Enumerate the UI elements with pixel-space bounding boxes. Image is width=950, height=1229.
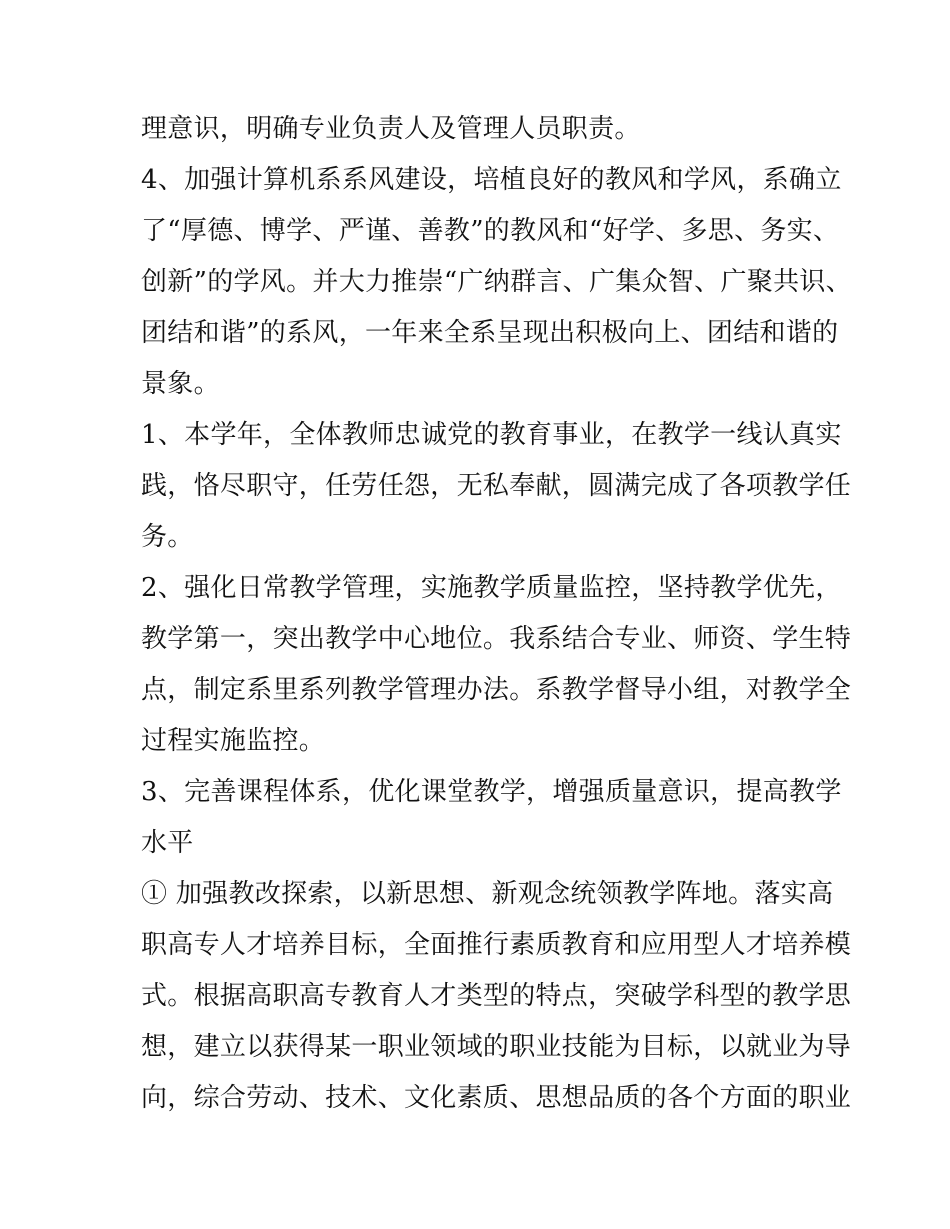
text-line: ① 加强教改探索，以新思想、新观念统领教学阵地。落实高	[141, 879, 834, 909]
text-line: 创新”的学风。并大力推崇“广纳群言、广集众智、广聚共识、	[141, 267, 852, 297]
text-line: 式。根据高职高专教育人才类型的特点，突破学科型的教学思	[141, 981, 852, 1011]
text-line: 景象。	[141, 369, 220, 399]
text-line: 职高专人才培养目标，全面推行素质教育和应用型人才培养模	[141, 930, 852, 960]
text-line: 理意识，明确专业负责人及管理人员职责。	[141, 114, 641, 144]
text-line: 1、本学年，全体教师忠诚党的教育事业，在教学一线认真实	[141, 420, 842, 450]
text-line: 向，综合劳动、技术、文化素质、思想品质的各个方面的职业	[141, 1083, 852, 1113]
text-line: 水平	[141, 828, 194, 858]
text-line: 践，恪尽职守，任劳任怨，无私奉献，圆满完成了各项教学任	[141, 471, 852, 501]
text-line: 团结和谐”的系风，一年来全系呈现出积极向上、团结和谐的	[141, 318, 839, 348]
text-line: 2、强化日常教学管理，实施教学质量监控，坚持教学优先，	[141, 573, 842, 603]
text-line: 点，制定系里系列教学管理办法。系教学督导小组，对教学全	[141, 675, 852, 705]
text-line: 3、完善课程体系，优化课堂教学，增强质量意识，提高教学	[141, 777, 842, 807]
text-line: 教学第一，突出教学中心地位。我系结合专业、师资、学生特	[141, 624, 852, 654]
text-line: 务。	[141, 522, 194, 552]
text-line: 过程实施监控。	[141, 726, 326, 756]
text-line: 4、加强计算机系系风建设，培植良好的教风和学风，系确立	[141, 165, 842, 195]
text-line: 想，建立以获得某一职业领域的职业技能为目标，以就业为导	[141, 1032, 852, 1062]
text-line: 了“厚德、博学、严谨、善教”的教风和“好学、多思、务实、	[141, 216, 840, 246]
